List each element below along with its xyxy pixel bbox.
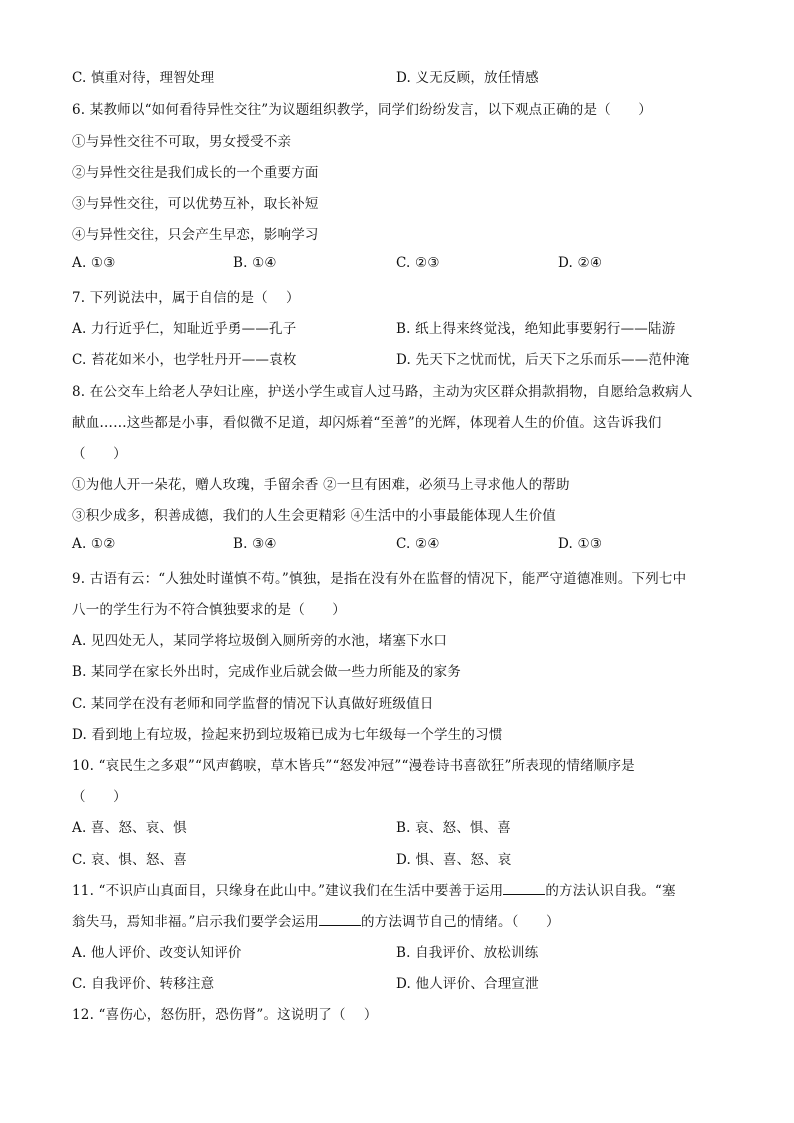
q5-option-c: C. 慎重对待，理智处理: [72, 70, 215, 86]
q8-statements-1-2: ①为他人开一朵花，赠人玫瑰，手留余香 ②一旦有困难，必须马上寻求他人的帮助: [72, 477, 570, 493]
q8-option-c: C. ②④: [396, 536, 440, 552]
q11-option-b: B. 自我评价、放松训练: [396, 945, 539, 961]
q6-statement-1: ①与异性交往不可取，男女授受不亲: [72, 134, 292, 150]
q11-stem-line-2: [72, 910, 560, 930]
q11-blank-2: [319, 913, 361, 926]
q9-stem-line-2: 八一的学生行为不符合慎独要求的是（ ）: [72, 602, 346, 618]
q6-statement-3: ③与异性交往，可以优势互补，取长补短: [72, 196, 319, 212]
q11-stem-line-1: [72, 879, 676, 899]
q11-stem-line-2-part-b: 的方法调节自己的情绪。（ ）: [360, 914, 560, 930]
q9-option-a: A. 见四处无人，某同学将垃圾倒入厕所旁的水池，堵塞下水口: [72, 633, 448, 649]
q8-option-a: A. ①②: [72, 536, 116, 552]
q9-option-b: B. 某同学在家长外出时，完成作业后就会做一些力所能及的家务: [72, 664, 462, 680]
q5-option-d: D. 义无反顾，放任情感: [396, 70, 539, 86]
q11-stem-line-2-part-a: 翁失马，焉知非福。”启示我们要学会运用: [72, 914, 319, 930]
q7-stem: 7. 下列说法中，属于自信的是（ ）: [72, 290, 300, 306]
q8-answer-brackets: （ ）: [72, 446, 127, 462]
q7-option-b: B. 纸上得来终觉浅，绝知此事要躬行——陆游: [396, 321, 676, 337]
q8-stem-line-2: 献血……这些都是小事，看似微不足道，却闪烁着“至善”的光辉，体现着人生的价值。这告诉我们: [72, 415, 662, 431]
q10-option-d: D. 惧、喜、怒、哀: [396, 852, 512, 868]
q6-option-b: B. ①④: [233, 255, 277, 271]
q8-option-b: B. ③④: [233, 536, 277, 552]
q7-option-d: D. 先天下之忧而忧，后天下之乐而乐——范仲淹: [396, 352, 690, 368]
q8-option-d: D. ①③: [558, 536, 603, 552]
q6-option-a: A. ①③: [72, 255, 116, 271]
q7-option-a: A. 力行近乎仁，知耻近乎勇——孔子: [72, 321, 297, 337]
q6-statement-4: ④与异性交往，只会产生早恋，影响学习: [72, 227, 319, 243]
q11-option-d: D. 他人评价、合理宣泄: [396, 976, 539, 992]
q11-stem-line-1-part-a: 11. “不识庐山真面目，只缘身在此山中。”建议我们在生活中要善于运用: [72, 883, 504, 899]
q6-option-d: D. ②④: [558, 255, 603, 271]
q10-option-c: C. 哀、惧、怒、喜: [72, 852, 187, 868]
q11-blank-1: [503, 882, 545, 895]
q10-stem-line-1: 10. “哀民生之多艰”“风声鹤唳，草木皆兵”“怒发冲冠”“漫卷诗书喜欲狂”所表现的情绪顺序是: [72, 758, 635, 774]
q8-stem-line-1: 8. 在公交车上给老人孕妇让座，护送小学生或盲人过马路，主动为灾区群众捐款捐物，自愿给急救病人: [72, 384, 693, 400]
q9-option-d: D. 看到地上有垃圾，捡起来扔到垃圾箱已成为七年级每一个学生的习惯: [72, 727, 503, 743]
q6-stem: 6. 某教师以“如何看待异性交往”为议题组织教学，同学们纷纷发言，以下观点正确的是（ ）: [72, 102, 652, 118]
q8-statements-3-4: ③积少成多，积善成德，我们的人生会更精彩 ④生活中的小事最能体现人生价值: [72, 508, 556, 524]
q10-answer-brackets: （ ）: [72, 789, 127, 805]
q12-stem: 12. “喜伤心，怒伤肝，恐伤肾”。这说明了（ ）: [72, 1007, 378, 1023]
q10-option-a: A. 喜、怒、哀、惧: [72, 820, 187, 836]
q10-option-b: B. 哀、怒、惧、喜: [396, 820, 512, 836]
q7-option-c: C. 苔花如米小，也学牡丹开——袁枚: [72, 352, 297, 368]
q11-option-c: C. 自我评价、转移注意: [72, 976, 215, 992]
q6-option-c: C. ②③: [396, 255, 440, 271]
q9-stem-line-1: 9. 古语有云：“人独处时谨慎不苟。”慎独，是指在没有外在监督的情况下，能严守道德准则。下列七中: [72, 571, 687, 587]
q6-statement-2: ②与异性交往是我们成长的一个重要方面: [72, 165, 319, 181]
q9-option-c: C. 某同学在没有老师和同学监督的情况下认真做好班级值日: [72, 696, 434, 712]
q11-option-a: A. 他人评价、改变认知评价: [72, 945, 242, 961]
q11-stem-line-1-part-b: 的方法认识自我。“塞: [545, 883, 676, 899]
